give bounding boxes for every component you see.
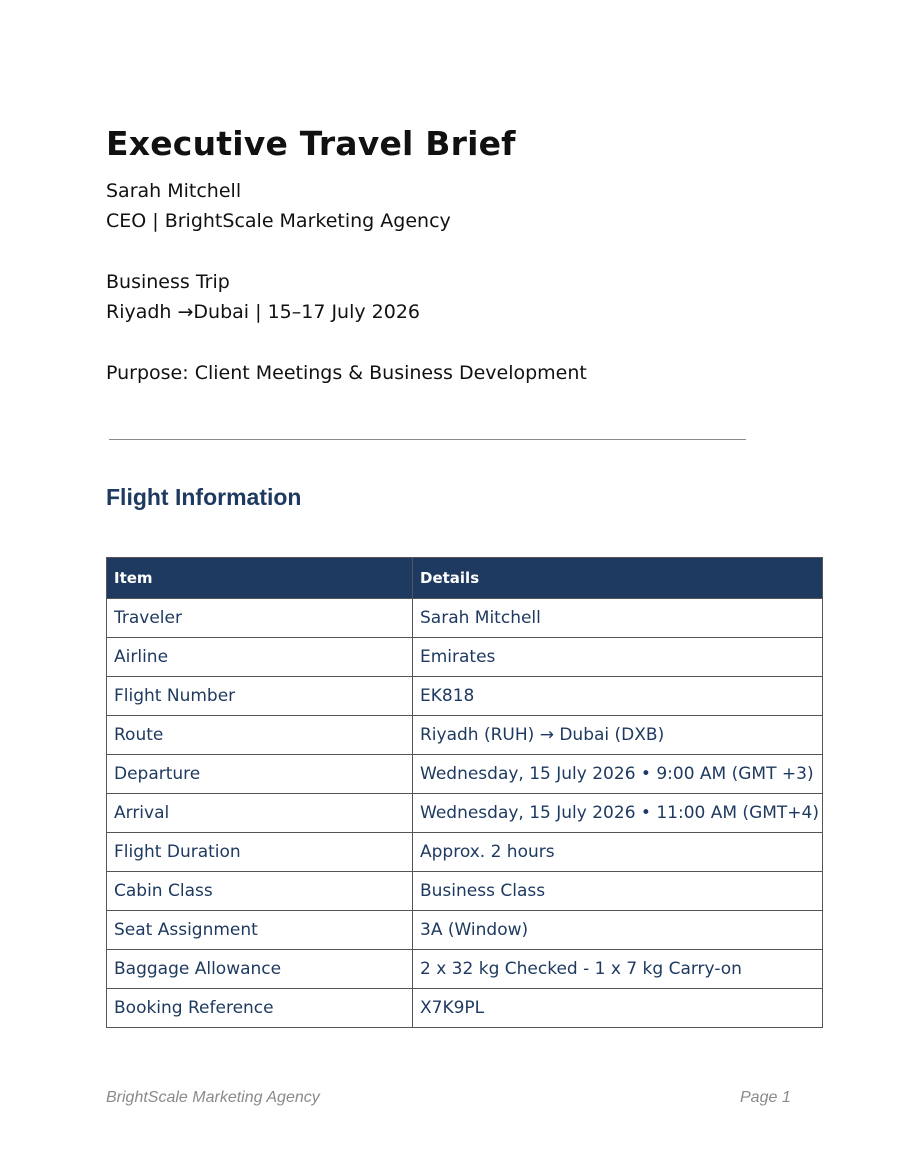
row-item: Traveler [107,599,413,638]
flight-information-table [106,557,823,1028]
table-row [107,872,823,911]
row-item: Flight Number [107,677,413,716]
traveler-name: Sarah Mitchell [106,180,242,202]
document-title: Executive Travel Brief [106,124,516,163]
section-heading-flight-information: Flight Information [106,484,302,510]
table-row [107,638,823,677]
row-details: 2 x 32 kg Checked - 1 x 7 kg Carry-on [413,950,823,989]
column-header-details: Details [413,558,823,599]
row-details: Approx. 2 hours [413,833,823,872]
table-header-row [107,558,823,599]
section-divider [109,439,746,440]
table-row [107,755,823,794]
row-details: Wednesday, 15 July 2026 • 9:00 AM (GMT +3) [413,755,823,794]
trip-purpose: Purpose: Client Meetings & Business Development [106,362,587,384]
row-details: EK818 [413,677,823,716]
footer-company-name: BrightScale Marketing Agency [106,1089,320,1106]
table-row [107,716,823,755]
trip-type: Business Trip [106,271,230,293]
row-item: Flight Duration [107,833,413,872]
traveler-role: CEO | BrightScale Marketing Agency [106,210,451,232]
row-item: Seat Assignment [107,911,413,950]
footer-page-number: Page 1 [740,1089,791,1106]
row-item: Departure [107,755,413,794]
table-row [107,794,823,833]
trip-route-dates: Riyadh →Dubai | 15–17 July 2026 [106,301,421,323]
row-details: X7K9PL [413,989,823,1028]
row-details: Sarah Mitchell [413,599,823,638]
row-item: Route [107,716,413,755]
row-details: Wednesday, 15 July 2026 • 11:00 AM (GMT+4) [413,794,823,833]
table-row [107,833,823,872]
row-details: Riyadh (RUH) → Dubai (DXB) [413,716,823,755]
row-item: Airline [107,638,413,677]
table-row [107,599,823,638]
row-details: Business Class [413,872,823,911]
row-item: Arrival [107,794,413,833]
table-row [107,950,823,989]
table-row [107,911,823,950]
table-row [107,989,823,1028]
column-header-item: Item [107,558,413,599]
row-item: Baggage Allowance [107,950,413,989]
row-item: Booking Reference [107,989,413,1028]
table-row [107,677,823,716]
row-item: Cabin Class [107,872,413,911]
row-details: Emirates [413,638,823,677]
row-details: 3A (Window) [413,911,823,950]
